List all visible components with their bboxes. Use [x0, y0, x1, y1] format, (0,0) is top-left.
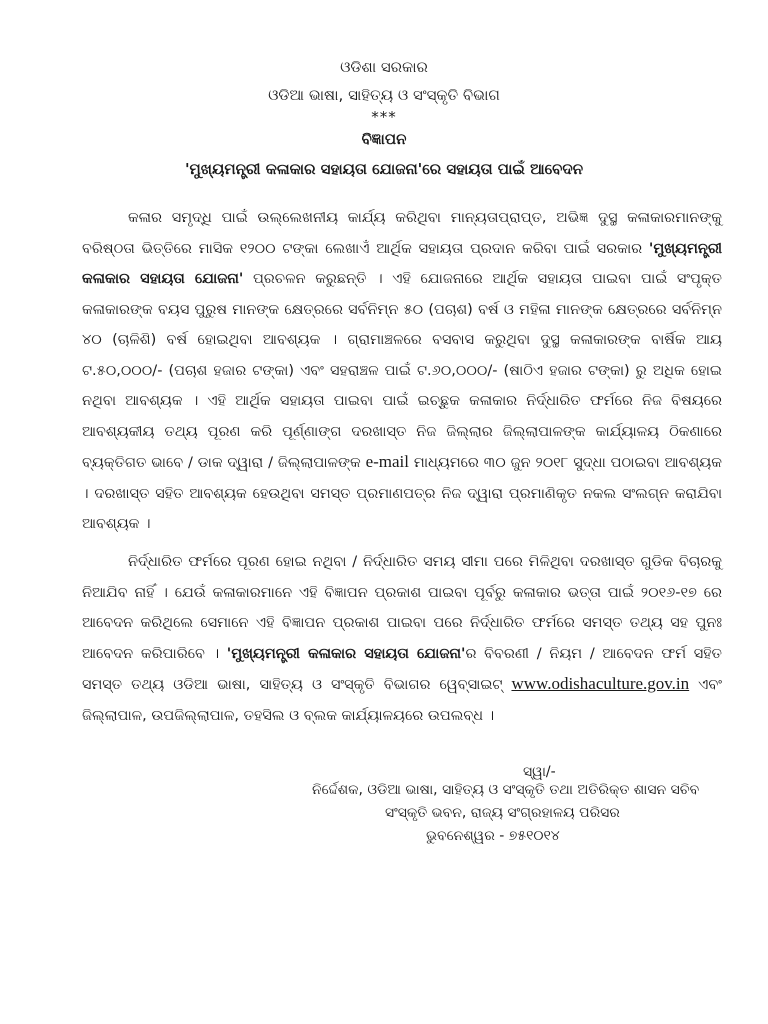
email-text: e-mail: [365, 452, 409, 471]
signatory-city: ଭୁବନେଶ୍ୱର - ୭୫୧୦୧୪: [426, 828, 560, 844]
para1-text-a: କଳାର ସମୃଦ୍ଧି ପାଇଁ ଉଲ୍ଲେଖନୀୟ କାର୍ଯ୍ୟ କରିଥିବା ମାନ୍ୟତାପ୍ରାପ୍ତ, ଅଭିଜ୍ଞ ଦୁସ୍ଥ କଳାକାରମାନଙ୍କୁ ବରିଷ୍ଠତା ଭିତ୍ତିରେ ମାସିକ ୧୨୦୦ ଟଙ୍କା ଲେଖାଏଁ ଆର୍ଥିକ ସହାୟତା ପ୍ରଦାନ କରିବା ପାଇଁ ସରକାର: [82, 210, 722, 257]
scheme-name: 'ମୁଖ୍ୟମନ୍ତ୍ରୀ କଳାକାର ସହାୟତା ଯୋଜନା': [82, 240, 722, 287]
notice-title: ବିଜ୍ଞାପନ: [361, 130, 407, 148]
para2-text-c: ଏବଂ ଜିଲ୍ଲାପାଳ, ଉପଜିଲ୍ଲାପାଳ, ତହସିଲ ଓ ବ୍ଲକ କାର୍ଯ୍ୟାଳୟରେ ଉପଲବ୍ଧ ।: [82, 677, 722, 724]
government-name: ଓଡିଶା ସରକାର: [340, 58, 428, 76]
separator-stars: ***: [371, 108, 397, 126]
signatory-designation: ନିର୍ଦ୍ଦେଶକ, ଓଡିଆ ଭାଷା, ସାହିତ୍ୟ ଓ ସଂସ୍କୃତି ତଥା ଅତିରିକ୍ତ ଶାସନ ସଚିବ: [312, 782, 700, 798]
para2-text-a: ନିର୍ଦ୍ଧାରିତ ଫର୍ମରେ ପୂରଣ ହୋଇ ନଥିବା / ନିର୍ଦ୍ଧାରିତ ସମୟ ସୀମା ପରେ ମିଳିଥିବା ଦରଖାସ୍ତ ଗୁଡିକ ବିଚାରକୁ ନିଆଯିବ ନାହିଁ । ଯେଉଁ କଳାକାରମାନେ ଏହି ବିଜ୍ଞାପନ ପ୍ରକାଶ ପାଇବା ପୂର୍ବରୁ କଳାକାର ଭତ୍ତା ପାଇଁ ୨୦୧୬-୧୭ ରେ ଆବେଦନ କରିଥିଲେ ସେମାନେ ଏହି ବିଜ୍ଞାପନ ପ୍ରକାଶ ପାଇବା ପରେ ନିର୍ଦ୍ଧାରିତ ଫର୍ମରେ ସମସ୍ତ ତଥ୍ୟ ସହ ପୁନଃ ଆବେଦନ କରିପାରିବେ ।: [82, 554, 722, 662]
body-paragraph-2: [82, 547, 722, 731]
para2-text-b: ର ବିବରଣୀ / ନିୟମ / ଆବେଦନ ଫର୍ମ ସହିତ ସମସ୍ତ ତଥ୍ୟ ଓଡିଆ ଭାଷା, ସାହିତ୍ୟ ଓ ସଂସ୍କୃତି ବିଭାଗର ୱେବ୍‌ସାଇଟ୍: [82, 645, 722, 693]
scheme-name: 'ମୁଖ୍ୟମନ୍ତ୍ରୀ କଳାକାର ସହାୟତା ଯୋଜନା': [226, 645, 466, 662]
para1-text-b: ପ୍ରଚଳନ କରୁଛନ୍ତି । ଏହି ଯୋଜନାରେ ଆର୍ଥିକ ସହାୟତା ପାଇବା ପାଇଁ ସଂପୃକ୍ତ କଳାକାରଙ୍କ ବୟସ ପୁରୁଷ ମାନଙ୍କ କ୍ଷେତ୍ରରେ ସର୍ବନିମ୍ନ ୫୦ (ପଚାଶ) ବର୍ଷ ଓ ମହିଳା ମାନଙ୍କ କ୍ଷେତ୍ରରେ ସର୍ବନିମ୍ନ ୪୦ (ଚାଳିଶି) ବର୍ଷ ହୋଇଥିବା ଆବଶ୍ୟକ । ଗ୍ରାମାଞ୍ଚଳରେ ବସବାସ କରୁଥିବା ଦୁସ୍ଥ କଳାକାରଙ୍କ ବାର୍ଷିକ ଆୟ ଟ.୫୦,୦୦୦/- (ପଚାଶ ହଜାର ଟଙ୍କା) ଏବଂ ସହରାଞ୍ଚଳ ପାଇଁ ଟ.୬୦,୦୦୦/- (ଷାଠିଏ ହଜାର ଟଙ୍କା) ରୁ ଅଧିକ ହୋଇ ନଥିବା ଆବଶ୍ୟକ । ଏହି ଆର୍ଥିକ ସହାୟତା ପାଇବା ପାଇଁ ଇଚ୍ଛୁକ କଳାକାର ନିର୍ଦ୍ଧାରିତ ଫର୍ମରେ ନିଜ ବିଷୟରେ ଆବଶ୍ୟକୀୟ ତଥ୍ୟ ପୂରଣ କରି ପୂର୍ଣ୍ଣାଙ୍ଗ ଦରଖାସ୍ତ ନିଜ ଜିଲ୍ଲାର ଜିଲ୍ଲାପାଳଙ୍କ କାର୍ଯ୍ୟାଳୟ ଠିକଣାରେ ବ୍ୟକ୍ତିଗତ ଭାବେ / ଡାକ ଦ୍ୱାରା / ଜିଲ୍ଲାପାଳଙ୍କ: [82, 271, 722, 471]
department-name: ଓଡିଆ ଭାଷା, ସାହିତ୍ୟ ଓ ସଂସ୍କୃତି ବିଭାଗ: [268, 86, 500, 104]
para1-text-c: ମାଧ୍ୟମରେ ୩୦ ଜୁନ ୨୦୧୮ ସୁଦ୍ଧା ପଠାଇବା ଆବଶ୍ୟକ । ଦରଖାସ୍ତ ସହିତ ଆବଶ୍ୟକ ହେଉଥିବା ସମସ୍ତ ପ୍ରମାଣପତ୍ର ନିଜ ଦ୍ୱାରା ପ୍ରମାଣିକୃତ ନକଲ ସଂଲଗ୍ନ କରାଯିବା ଆବଶ୍ୟକ ।: [82, 455, 722, 532]
notice-subject: 'ମୁଖ୍ୟମନ୍ତ୍ରୀ କଳାକାର ସହାୟତା ଯୋଜନା'ରେ ସହାୟତା ପାଇଁ ଆବେଦନ: [184, 160, 584, 178]
website-link[interactable]: www.odishaculture.gov.in: [511, 674, 690, 693]
signatory-address: ସଂସ୍କୃତି ଭବନ, ରାଜ୍ୟ ସଂଗ୍ରହାଳୟ ପରିସର: [385, 805, 620, 821]
signature-sd: ସ୍ୱା/-: [523, 764, 556, 780]
body-paragraph-1: [82, 203, 722, 540]
